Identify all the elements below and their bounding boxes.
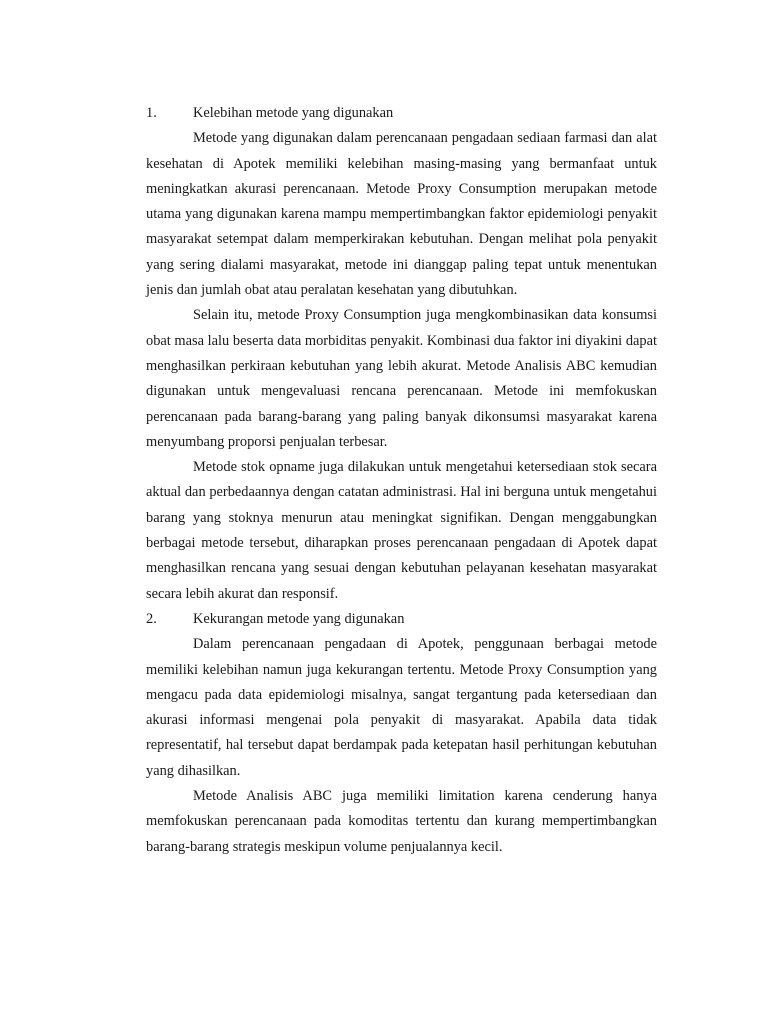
section-number: 2. — [146, 610, 157, 627]
section-number: 1. — [146, 105, 157, 121]
section-title: Kelebihan metode yang digunakan — [193, 105, 394, 121]
paragraph: Selain itu, metode Proxy Consumption juga mengkombinasikan data konsumsi obat masa lalu beserta data morbiditas penyakit. Kombinasi dua faktor ini diyakini dapat menghasilkan perkiraan kebutuhan yang lebih akurat. Metode Analisis ABC kemudian digunakan untuk mengevaluasi rencana perencanaan. Metode ini memfokuskan perencanaan pada barang-barang yang paling banyak dikonsumsi masyarakat karena menyumbang proporsi penjualan terbesar. — [146, 307, 657, 450]
document-body — [146, 101, 657, 860]
section-title: Kekurangan metode yang digunakan — [193, 610, 405, 627]
paragraph: Metode stok opname juga dilakukan untuk mengetahui ketersediaan stok secara aktual dan perbedaannya dengan catatan administrasi. Hal ini berguna untuk mengetahui barang yang stoknya menurun atau meningkat signifikan. Dengan menggabungkan berbagai metode tersebut, diharapkan proses perencanaan pengadaan di Apotek dapat menghasilkan rencana yang sesuai dengan kebutuhan pelayanan kesehatan masyarakat secara lebih akurat dan responsif. — [146, 459, 657, 602]
section-heading-2 — [146, 607, 657, 632]
paragraph: Dalam perencanaan pengadaan di Apotek, penggunaan berbagai metode memiliki kelebihan namun juga kekurangan tertentu. Metode Proxy Consumption yang mengacu pada data epidemiologi misalnya, sangat tergantung pada ketersediaan dan akurasi informasi mengenai pola penyakit di masyarakat. Apabila data tidak representatif, hal tersebut dapat berdampak pada ketepatan hasil perhitungan kebutuhan yang dihasilkan. — [146, 636, 657, 779]
paragraph: Metode yang digunakan dalam perencanaan pengadaan sediaan farmasi dan alat kesehatan di Apotek memiliki kelebihan masing-masing yang bermanfaat untuk meningkatkan akurasi perencanaan. Metode Proxy Consumption merupakan metode utama yang digunakan karena mampu mempertimbangkan faktor epidemiologi penyakit masyarakat setempat dalam memperkirakan kebutuhan. Dengan melihat pola penyakit yang sering dialami masyarakat, metode ini dianggap paling tepat untuk menentukan jenis dan jumlah obat atau peralatan kesehatan yang dibutuhkan. — [146, 130, 657, 299]
paragraph: Metode Analisis ABC juga memiliki limitation karena cenderung hanya memfokuskan perencanaan pada komoditas tertentu dan kurang mempertimbangkan barang-barang strategis meskipun volume penjualannya kecil. — [146, 788, 657, 855]
section-heading-1 — [146, 101, 657, 126]
